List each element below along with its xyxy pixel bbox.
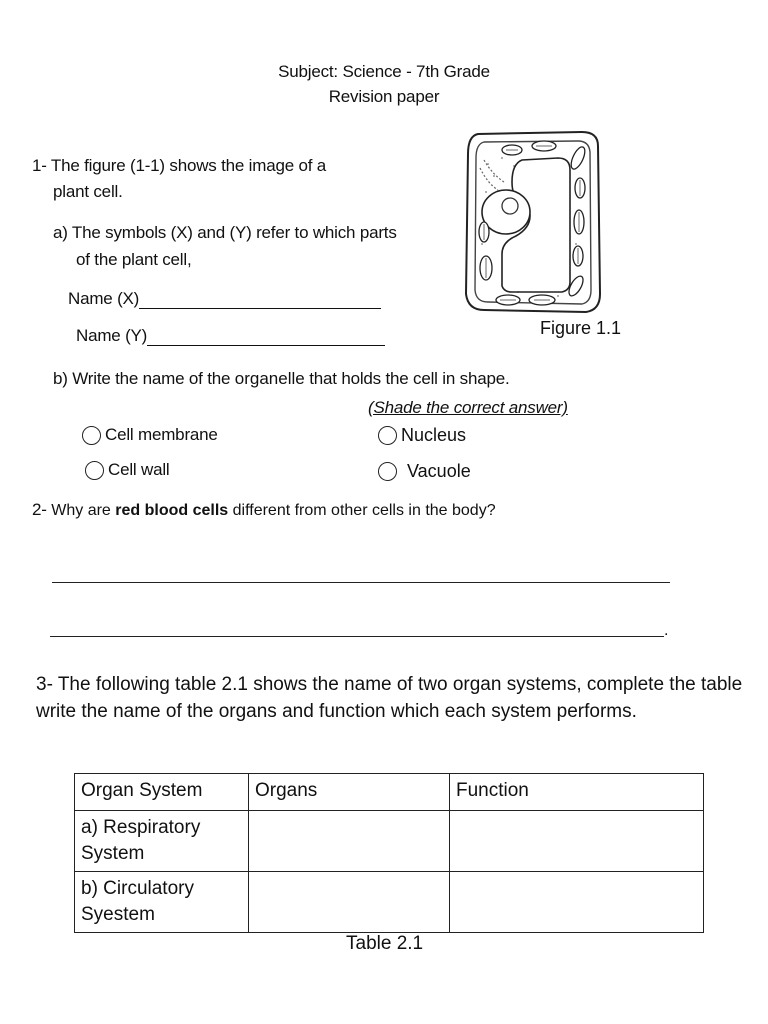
q2-line-end: . [664, 622, 669, 639]
system-cell: a) Respiratory System [75, 811, 249, 872]
q2-text-after: different from other cells in the body? [228, 502, 496, 519]
table-row [75, 811, 704, 872]
q1-line1: 1- The figure (1-1) shows the image of a [32, 156, 327, 175]
shade-instruction: (Shade the correct answer) [368, 398, 568, 417]
q2-answer-line-1[interactable] [52, 582, 670, 583]
q1b-question [53, 369, 509, 389]
q1-line2: plant cell. [53, 182, 123, 201]
name-x-label: Name (X) [68, 289, 140, 308]
q2-text-before: Why are [51, 502, 116, 519]
q1b-suffix: that holds the cell in shape. [304, 369, 510, 388]
radio-icon[interactable] [378, 462, 397, 481]
name-x-answer-line[interactable] [139, 290, 381, 309]
table-header-row [75, 774, 704, 811]
option-label: Vacuole [407, 461, 471, 481]
subject-title: Subject: Science - 7th Grade [278, 62, 490, 81]
organs-answer-cell[interactable] [249, 872, 450, 933]
organ-systems-table [74, 773, 704, 933]
option-cell-wall[interactable] [85, 460, 170, 480]
radio-icon[interactable] [85, 461, 104, 480]
radio-icon[interactable] [82, 426, 101, 445]
q1a-line1: a) The symbols (X) and (Y) refer to which parts [53, 223, 397, 242]
option-label: Cell membrane [105, 425, 218, 444]
name-y-label: Name (Y) [76, 326, 148, 345]
option-label: Nucleus [401, 425, 467, 445]
name-x-row [68, 289, 381, 309]
table-row [75, 872, 704, 933]
function-answer-cell[interactable] [450, 811, 704, 872]
name-y-row [76, 326, 385, 346]
organs-answer-cell[interactable] [249, 811, 450, 872]
table-header-cell: Function [450, 774, 704, 811]
plant-cell-figure [458, 124, 606, 320]
paper-title: Revision paper [328, 87, 440, 106]
table-header-cell: Organs [249, 774, 450, 811]
system-cell: b) Circulatory Syestem [75, 872, 249, 933]
option-vacuole[interactable] [378, 461, 471, 482]
q2-answer-line-2[interactable] [50, 636, 664, 637]
q2-number: 2- [32, 500, 52, 519]
radio-icon[interactable] [378, 426, 397, 445]
option-label: Cell wall [108, 460, 170, 479]
q1b-keyword: organelle [234, 369, 305, 388]
table-caption: Table 2.1 [346, 933, 424, 954]
figure-caption: Figure 1.1 [540, 318, 622, 338]
q1b-prefix: b) Write the name of the [53, 369, 235, 388]
table-header-cell: Organ System [75, 774, 249, 811]
option-nucleus[interactable] [378, 425, 466, 446]
q2-question [32, 500, 496, 520]
q2-bold-term: red blood cells [115, 502, 229, 519]
option-cell-membrane[interactable] [82, 425, 218, 445]
function-answer-cell[interactable] [450, 872, 704, 933]
q3-question: 3- The following table 2.1 shows the name of two organ systems, complete the table write the name of the organs and function which each system performs. [36, 674, 743, 722]
q1a-line2: of the plant cell, [76, 250, 192, 269]
name-y-answer-line[interactable] [147, 327, 385, 346]
